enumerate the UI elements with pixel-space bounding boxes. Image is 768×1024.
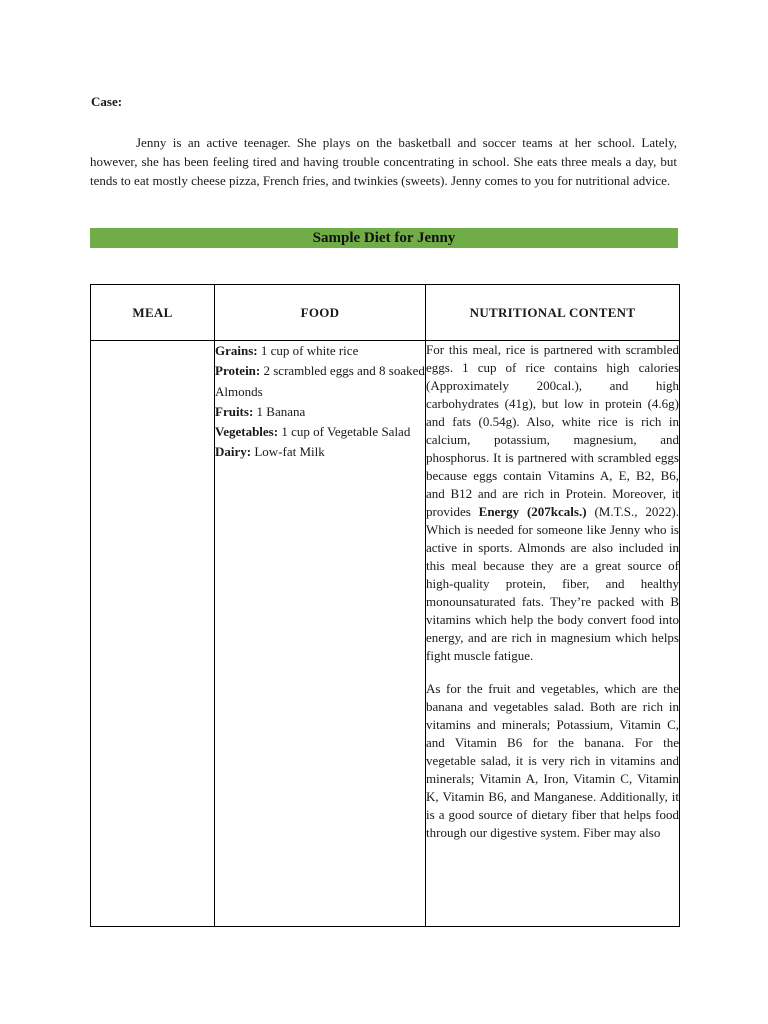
meal-cell <box>91 341 215 927</box>
header-nutritional-content: NUTRITIONAL CONTENT <box>426 285 680 341</box>
diet-table <box>90 284 680 927</box>
header-food: FOOD <box>215 285 426 341</box>
food-item-dairy <box>215 442 425 462</box>
food-label: Protein: <box>215 363 261 379</box>
header-meal: MEAL <box>91 285 215 341</box>
nutrition-text: For this meal, rice is partnered with scrambled eggs. 1 cup of rice contains high calories (Approximately 200cal.), and high carbohydrates (41g), but low in protein (4.6g) and fats (0.54g). Also, white rice is rich in calcium, potassium, magnesium, and phosphorus. It is partnered with scrambled eggs because eggs contain Vitamins A, E, B2, B6, and B12 and are rich in Protein. Moreover, it provides <box>426 342 679 519</box>
food-item-vegetables <box>215 422 425 442</box>
food-cell <box>215 341 426 927</box>
energy-highlight: Energy (207kcals.) <box>478 504 587 519</box>
food-value: 1 Banana <box>253 403 306 419</box>
food-label: Fruits: <box>215 403 254 419</box>
food-value: 1 cup of white rice <box>257 343 359 358</box>
food-label: Grains: <box>215 343 258 358</box>
food-value: 1 cup of Vegetable Salad <box>278 424 411 440</box>
nutrition-cell <box>426 341 680 927</box>
nutrition-text: (M.T.S., 2022). Which is needed for someone like Jenny who is active in sports. Almonds are also included in this meal because they are a great source of high-quality protein, fiber, and healthy monounsaturated fats. They’re packed with B vitamins which help the body convert food into energy, and are rich in magnesium which helps fight muscle fatigue. <box>426 504 679 663</box>
food-value: 2 scrambled eggs and 8 soaked Almonds <box>215 363 425 399</box>
food-label: Vegetables: <box>215 424 279 440</box>
food-value: Low-fat Milk <box>251 444 325 460</box>
diet-title-banner: Sample Diet for Jenny <box>90 228 678 248</box>
nutrition-paragraph-2: As for the fruit and vegetables, which are the banana and vegetables salad. Both are rich in vitamins and minerals; Potassium, Vitamin C, and Vitamin B6 for the banana. For the vegetable salad, it is very rich in vitamins and minerals; Vitamin A, Iron, Vitamin C, Vitamin K, Vitamin B6, and Manganese. Additionally, it is a good source of dietary fiber that helps food through our digestive system. Fiber may also <box>426 681 679 840</box>
food-item-grains <box>215 341 425 361</box>
nutrition-paragraph-1 <box>426 341 679 665</box>
table-header-row <box>91 285 680 341</box>
case-description: Jenny is an active teenager. She plays on the basketball and soccer teams at her school. Lately, however, she has been feeling tired and having trouble concentrating in school. She eats three meals a day, but tends to eat mostly cheese pizza, French fries, and twinkies (sweets). Jenny comes to you for nutritional advice. <box>90 135 677 189</box>
food-label: Dairy: <box>215 444 252 460</box>
food-item-fruits <box>215 402 425 422</box>
case-label: Case: <box>91 94 123 109</box>
food-item-protein <box>215 361 425 402</box>
table-row <box>91 341 680 927</box>
